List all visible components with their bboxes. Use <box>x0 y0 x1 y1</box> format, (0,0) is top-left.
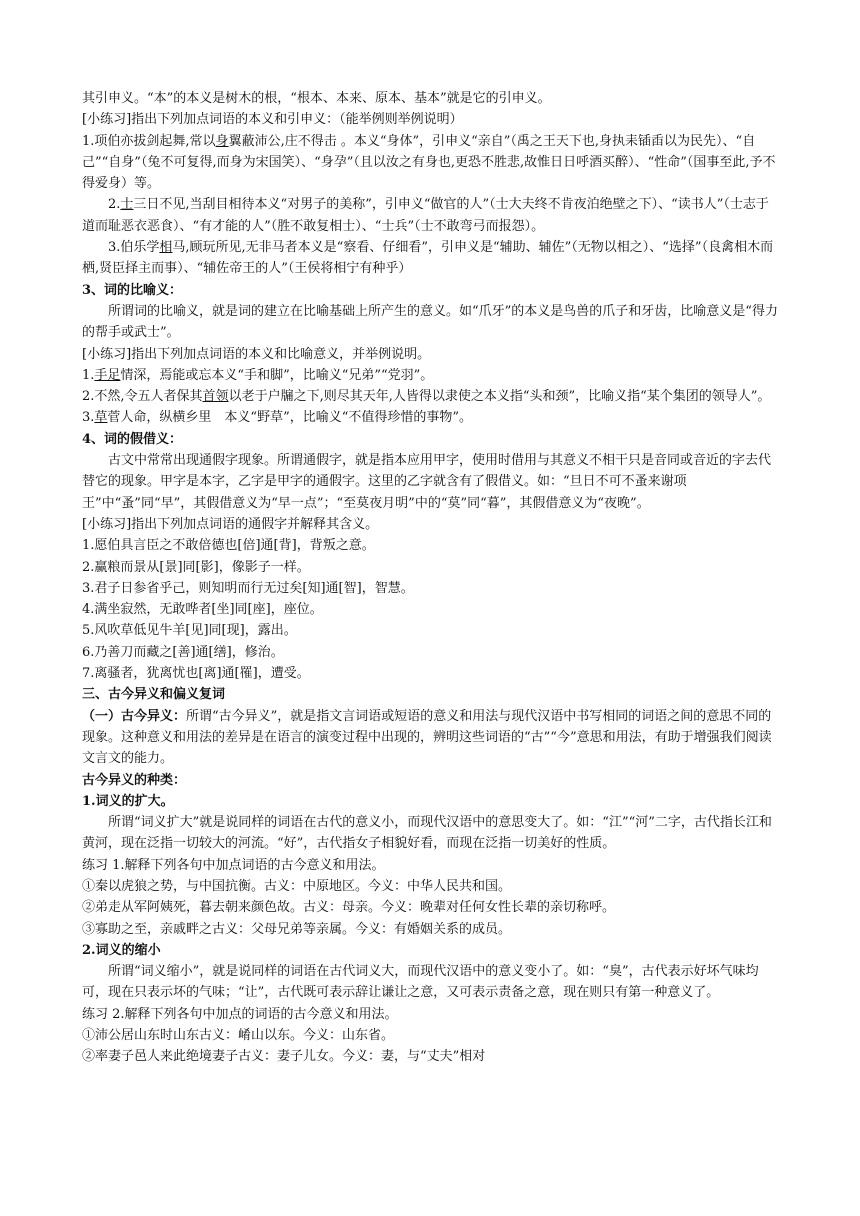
dotted-word: 身 <box>215 133 229 149</box>
dotted-word: 手足 <box>94 367 121 383</box>
exercise-item: 3.草菅人命，纵横乡里 本义“野草”，比喻义“不值得珍惜的事物”。 <box>82 410 473 426</box>
list-item: 4.满坐寂然，无敢哗者[坐]同[座]，座位。 <box>82 602 323 618</box>
paragraph: 所谓“词义扩大”就是说同样的词语在古代的意义小，而现代汉语中的意思变大了。如：“江”“河”二字，古代指长江和黄河，现在泛指一切较大的河流。“好”，古代指女子相貌好看，而现在泛指一切美好的性质。 <box>82 815 772 852</box>
section-heading: 3、词的比喻义： <box>82 282 183 298</box>
dotted-word: 相 <box>159 240 173 256</box>
chapter-heading: 三、古今异义和偏义复词 <box>82 687 226 703</box>
paragraph: 其引申义。“本”的本义是树木的根，“根本、本来、原本、基本”就是它的引申义。 <box>82 91 551 106</box>
exercise-heading: 练习 1.解释下列各句中加点词语的古今意义和用法。 <box>82 857 385 873</box>
section-heading: 2.词义的缩小 <box>82 942 161 958</box>
section-heading: 古今异义的种类： <box>82 772 187 788</box>
paragraph: 所谓“词义缩小”，就是说同样的词语在古代词义大，而现代汉语中的意义变小了。如：“臭”，古代表示好坏气味均可，现在只表示坏的气味；“让”，古代既可表示辞让谦让之意，又可表示责备之意，现在则只有第一种意义了。 <box>82 964 759 1001</box>
exercise-heading: 练习 2.解释下列各句中加点的词语的古今意义和用法。 <box>82 1006 398 1022</box>
exercise-item: 2.不然,令五人者保其首领以老于户牖之下,则尽其天年,人皆得以隶使之本义指“头和颈”，比喻义指“某个集团的领导人”。 <box>82 389 771 405</box>
list-item: 6.乃善刀而藏之[善]通[缮]，修治。 <box>82 644 284 660</box>
list-item: 5.风吹草低见牛羊[见]同[现]，露出。 <box>82 623 297 639</box>
dotted-word: 士 <box>120 197 134 213</box>
exercise-item: 2.士三日不见,当刮目相待本义“对男子的美称”，引申义“做官的人”（士大夫终不肯夜泊绝壁之下）、“读书人”（士志于道而耻恶衣恶食）、“有才能的人”（胜不敢复相士）、“士兵”（士不敢弯弓而报怨）。 <box>82 197 769 234</box>
exercise-heading: [小练习]指出下列加点词语的通假字并解释其含义。 <box>82 516 379 532</box>
list-item: 7.离骚者，犹离忧也[离]通[罹]，遭受。 <box>82 666 310 682</box>
exercise-heading: [小练习]指出下列加点词语的本义和比喻意义，并举例说明。 <box>82 346 431 362</box>
dotted-word: 草 <box>94 410 108 426</box>
exercise-heading: [小练习]指出下列加点词语的本义和引申义：（能举例则举例说明） <box>82 112 463 128</box>
document-page <box>82 88 780 1068</box>
list-item: ①沛公居山东时山东古义：崤山以东。今义：山东省。 <box>82 1028 395 1044</box>
exercise-item: 1.手足情深，焉能或忘本义“手和脚”，比喻义“兄弟”“党羽”。 <box>82 367 434 383</box>
list-item: 1.愿伯具言臣之不敢倍德也[倍]通[背]，背叛之意。 <box>82 538 375 554</box>
exercise-item: 1.项伯亦拔剑起舞,常以身翼蔽沛公,庄不得击 。本义“身体”，引申义“亲自”（禹之王天下也,身执耒锸臿以为民先）、“自己”“自身”（兔不可复得,而身为宋国笑）、“身孕”（且以汝之有身也,更恐不胜悲,故惟日日呼酒买醉）、“性命”（国事至此,予不得爱身）等。 <box>82 133 776 192</box>
section-heading: 1.词义的扩大。 <box>82 793 174 809</box>
dotted-word: 首领 <box>202 389 229 405</box>
paragraph: 古文中常常出现通假字现象。所谓通假字，就是指本应用甲字，使用时借用与其意义不相干只是音同或音近的字去代替它的现象。甲字是本字，乙字是甲字的通假字。这里的乙字就含有了假借义。如：“旦日不可不蚤来谢项王”中“蚤”同“早”，其假借意义为“早一点”；“至莫夜月明”中的“莫”同“暮”，其假借意义为“夜晚”。 <box>82 453 772 511</box>
list-item: ②率妻子邑人来此绝境妻子古义：妻子儿女。今义：妻，与“丈夫”相对 <box>82 1049 486 1065</box>
paragraph: （一）古今异义：所谓“古今异义”，就是指文言词语或短语的意义和用法与现代汉语中书写相同的词语之间的意思不同的现象。这种意义和用法的差异是在语言的演变过程中出现的，辨明这些词语的“古”“今”意思和用法，有助于增强我们阅读文言文的能力。 <box>82 708 772 767</box>
list-item: 3.君子日参省乎己，则知明而行无过矣[知]通[智]，智慧。 <box>82 580 414 596</box>
list-item: ②弟走从军阿姨死，暮去朝来颜色故。古义：母亲。今义：晚辈对任何女性长辈的亲切称呼。 <box>82 900 616 916</box>
paragraph: 所谓词的比喻义，就是词的建立在比喻基础上所产生的意义。如“爪牙”的本义是鸟兽的爪子和牙齿，比喻意义是“得力的帮手或武士”。 <box>82 303 778 341</box>
term-label: （一）古今异义： <box>82 708 187 724</box>
list-item: ①秦以虎狼之势，与中国抗衡。古义：中原地区。今义：中华人民共和国。 <box>82 878 512 894</box>
list-item: ③寡助之至，亲戚畔之古义：父母兄弟等亲属。今义：有婚姻关系的成员。 <box>82 921 512 937</box>
list-item: 2.赢粮而景从[景]同[影]，像影子一样。 <box>82 559 310 575</box>
exercise-item: 3.伯乐学相马,顾玩所见,无非马者本义是“察看、仔细看”，引申义是“辅助、辅佐”（无物以相之）、“选择”（良禽相木而栖,贤臣择主而事）、“辅佐帝王的人”（王侯将相宁有种乎） <box>82 240 774 277</box>
section-heading: 4、词的假借义： <box>82 431 183 447</box>
